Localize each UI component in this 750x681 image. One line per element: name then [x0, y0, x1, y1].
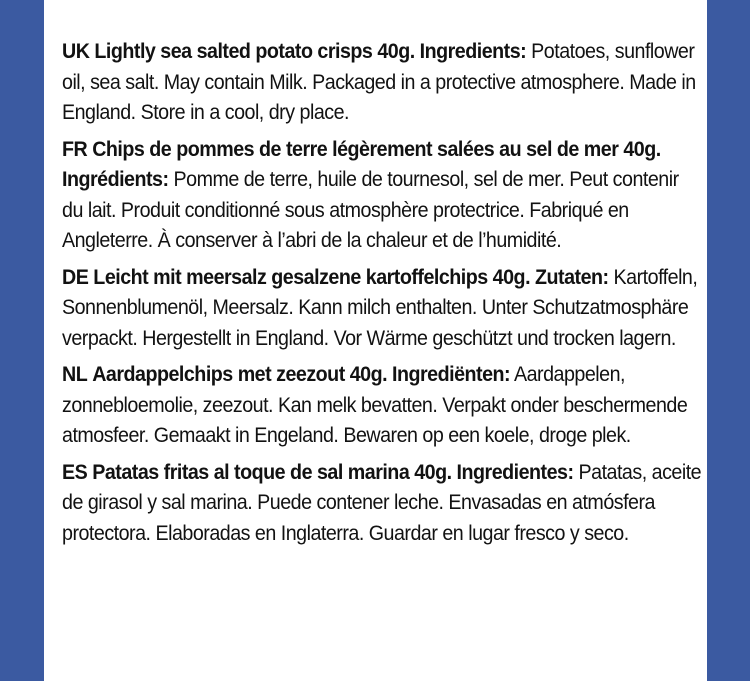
product-name-es: Patatas fritas al toque de sal marina 40g. — [92, 459, 452, 484]
section-fr — [62, 134, 703, 256]
ingredients-text-fr: Pomme de terre, huile de tournesol, sel de mer. Peut contenir du lait. Produit conditionné sous atmosphère protectrice. Fabriqué en Angleterre. À conserver à l’abri de la chaleur et de l’humidité. — [62, 167, 679, 252]
lang-code-de: DE — [62, 264, 89, 289]
product-name-fr: Chips de pommes de terre légèrement salées au sel de mer 40g. — [92, 136, 661, 161]
ingredients-label-fr: Ingrédients: — [62, 167, 169, 191]
ingredients-sections — [62, 36, 702, 548]
lang-code-fr: FR — [62, 136, 88, 161]
ingredients-label-de: Zutaten: — [535, 264, 609, 289]
ingredients-label-nl: Ingrediënten: — [392, 362, 511, 386]
lang-code-uk: UK — [62, 39, 90, 63]
ingredients-label-panel — [44, 0, 707, 681]
lang-code-nl: NL — [62, 362, 88, 386]
section-uk — [62, 36, 703, 128]
section-de — [62, 262, 703, 354]
product-name-nl: Aardappelchips met zeezout 40g. — [92, 362, 388, 386]
ingredients-label-uk: Ingredients: — [419, 39, 527, 63]
lang-code-es: ES — [62, 459, 88, 484]
ingredients-label-es: Ingredientes: — [456, 459, 574, 484]
product-name-de: Leicht mit meersalz gesalzene kartoffelchips 40g. — [93, 264, 531, 289]
product-name-uk: Lightly sea salted potato crisps 40g. — [94, 39, 415, 63]
ingredients-text-nl: Aardappelen, zonnebloemolie, zeezout. Kan melk bevatten. Verpakt onder beschermende atmosfeer. Gemaakt in Engeland. Bewaren op een koele, droge plek. — [62, 362, 688, 447]
ingredients-text-de: Kartoffeln, Sonnenblumenöl, Meersalz. Kann milch enthalten. Unter Schutzatmosphäre verpackt. Hergestellt in England. Vor Wärme geschützt und trocken lagern. — [62, 264, 698, 350]
section-nl — [62, 359, 703, 451]
ingredients-text-uk: Potatoes, sunflower oil, sea salt. May contain Milk. Packaged in a protective atmosphere. Made in England. Store in a cool, dry place. — [62, 39, 696, 124]
section-es — [62, 457, 703, 549]
ingredients-text-es: Patatas, aceite de girasol y sal marina. Puede contener leche. Envasadas en atmósfera protectora. Elaboradas en Inglaterra. Guardar en lugar fresco y seco. — [62, 459, 702, 545]
